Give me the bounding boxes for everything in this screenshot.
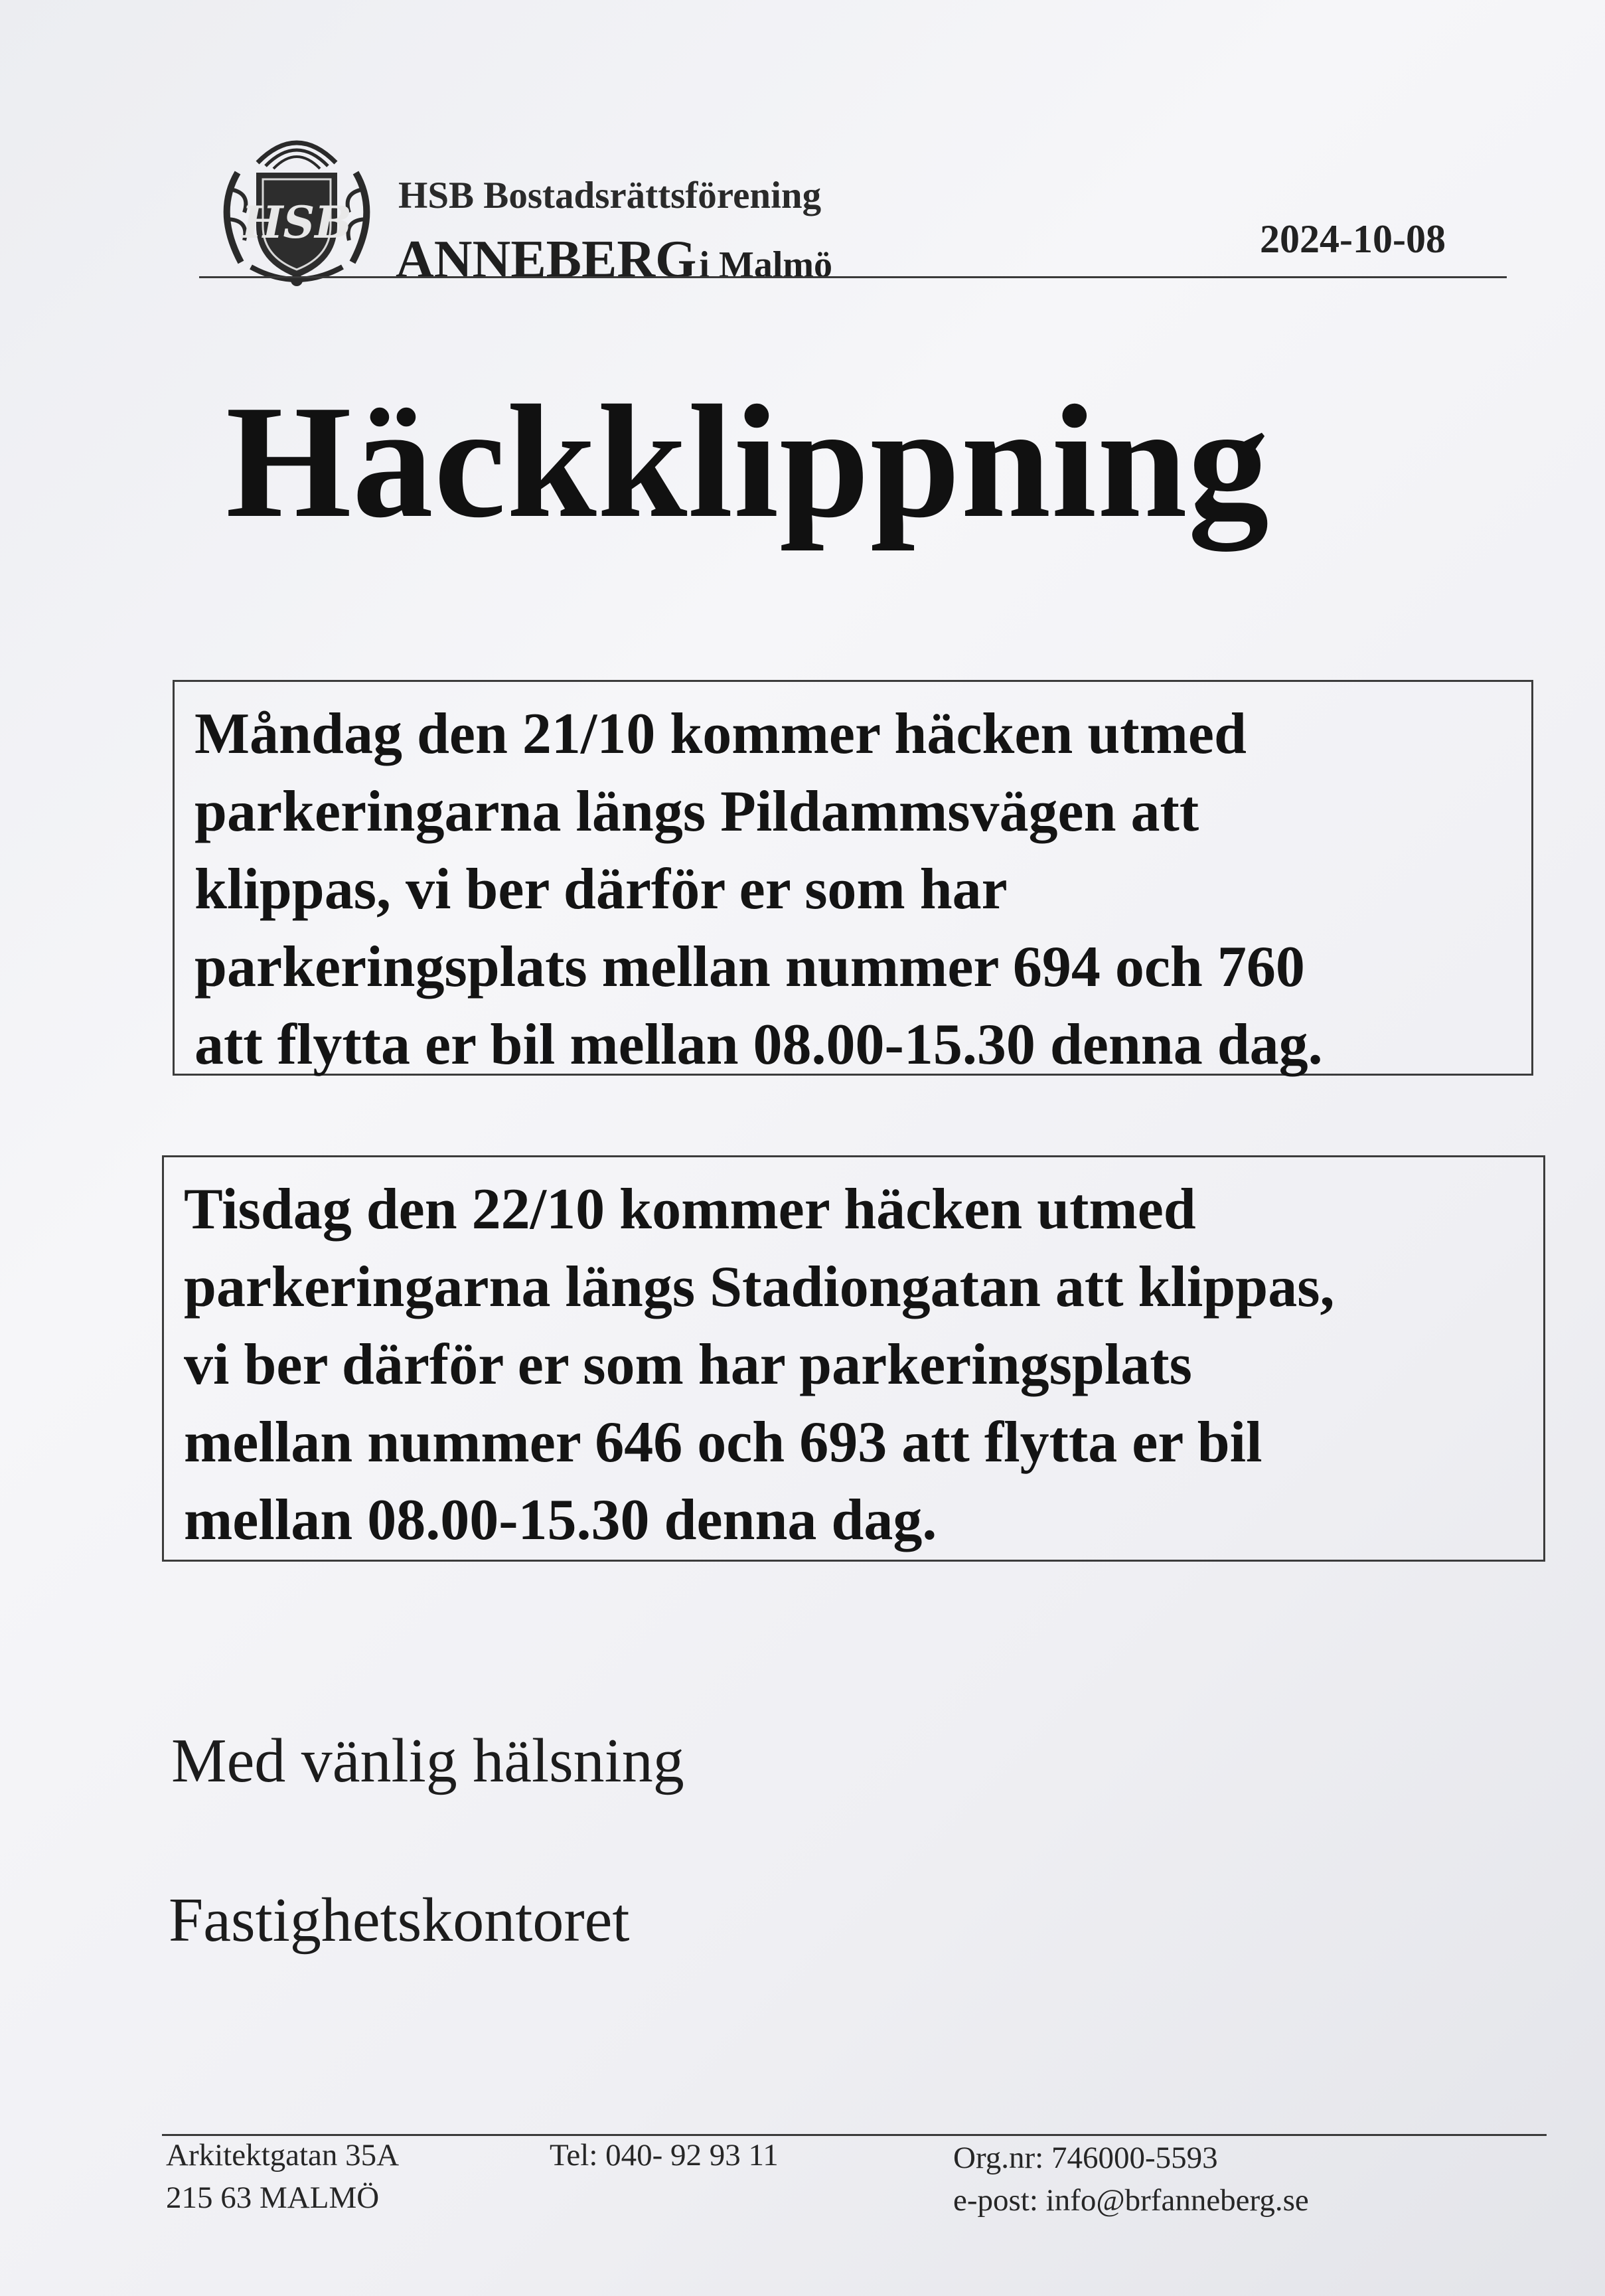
logo-monogram: HSB <box>242 197 352 248</box>
header-divider <box>199 276 1507 278</box>
footer-address <box>166 2134 399 2219</box>
footer-email: e-post: info@brfanneberg.se <box>953 2183 1309 2218</box>
footer-org-number: Org.nr: 746000-5593 <box>953 2141 1218 2175</box>
footer-street: Arkitektgatan 35A <box>166 2138 400 2173</box>
notice-line: Tisdag den 22/10 kommer häcken utmed <box>184 1177 1196 1242</box>
notice-line: mellan nummer 646 och 693 att flytta er bil <box>184 1410 1262 1475</box>
notice-line: vi ber därför er som har parkeringsplats <box>184 1333 1192 1397</box>
notice-line: parkeringarna längs Stadiongatan att klippas, <box>184 1255 1335 1319</box>
association-city: i Malmö <box>699 244 833 286</box>
notice-line: att flytta er bil mellan 08.00-15.30 denna dag. <box>194 1013 1323 1077</box>
association-name: ANNEBERG <box>396 230 697 289</box>
footer-postal: 215 63 MALMÖ <box>166 2180 380 2215</box>
notice-line: klippas, vi ber därför er som har <box>194 857 1008 922</box>
closing-greeting: Med vänlig hälsning <box>171 1726 684 1795</box>
hsb-emblem-icon <box>211 126 382 292</box>
closing-signature: Fastighetskontoret <box>169 1886 630 1955</box>
notice-line: Måndag den 21/10 kommer häcken utmed <box>194 702 1247 766</box>
notice-line: mellan 08.00-15.30 denna dag. <box>184 1488 937 1552</box>
page-title: Häckklippning <box>226 372 1270 551</box>
association-name-line <box>396 230 832 290</box>
document-date: 2024-10-08 <box>1260 217 1446 261</box>
footer-org-info <box>953 2137 1309 2222</box>
notice-line: parkeringarna längs Pildammsvägen att <box>194 779 1199 844</box>
notice-box-tuesday <box>162 1155 1545 1562</box>
notice-line: parkeringsplats mellan nummer 694 och 760 <box>194 935 1305 999</box>
association-type: HSB Bostadsrättsförening <box>398 175 822 216</box>
notice-box-monday <box>173 680 1533 1076</box>
footer-phone: Tel: 040- 92 93 11 <box>550 2138 779 2173</box>
